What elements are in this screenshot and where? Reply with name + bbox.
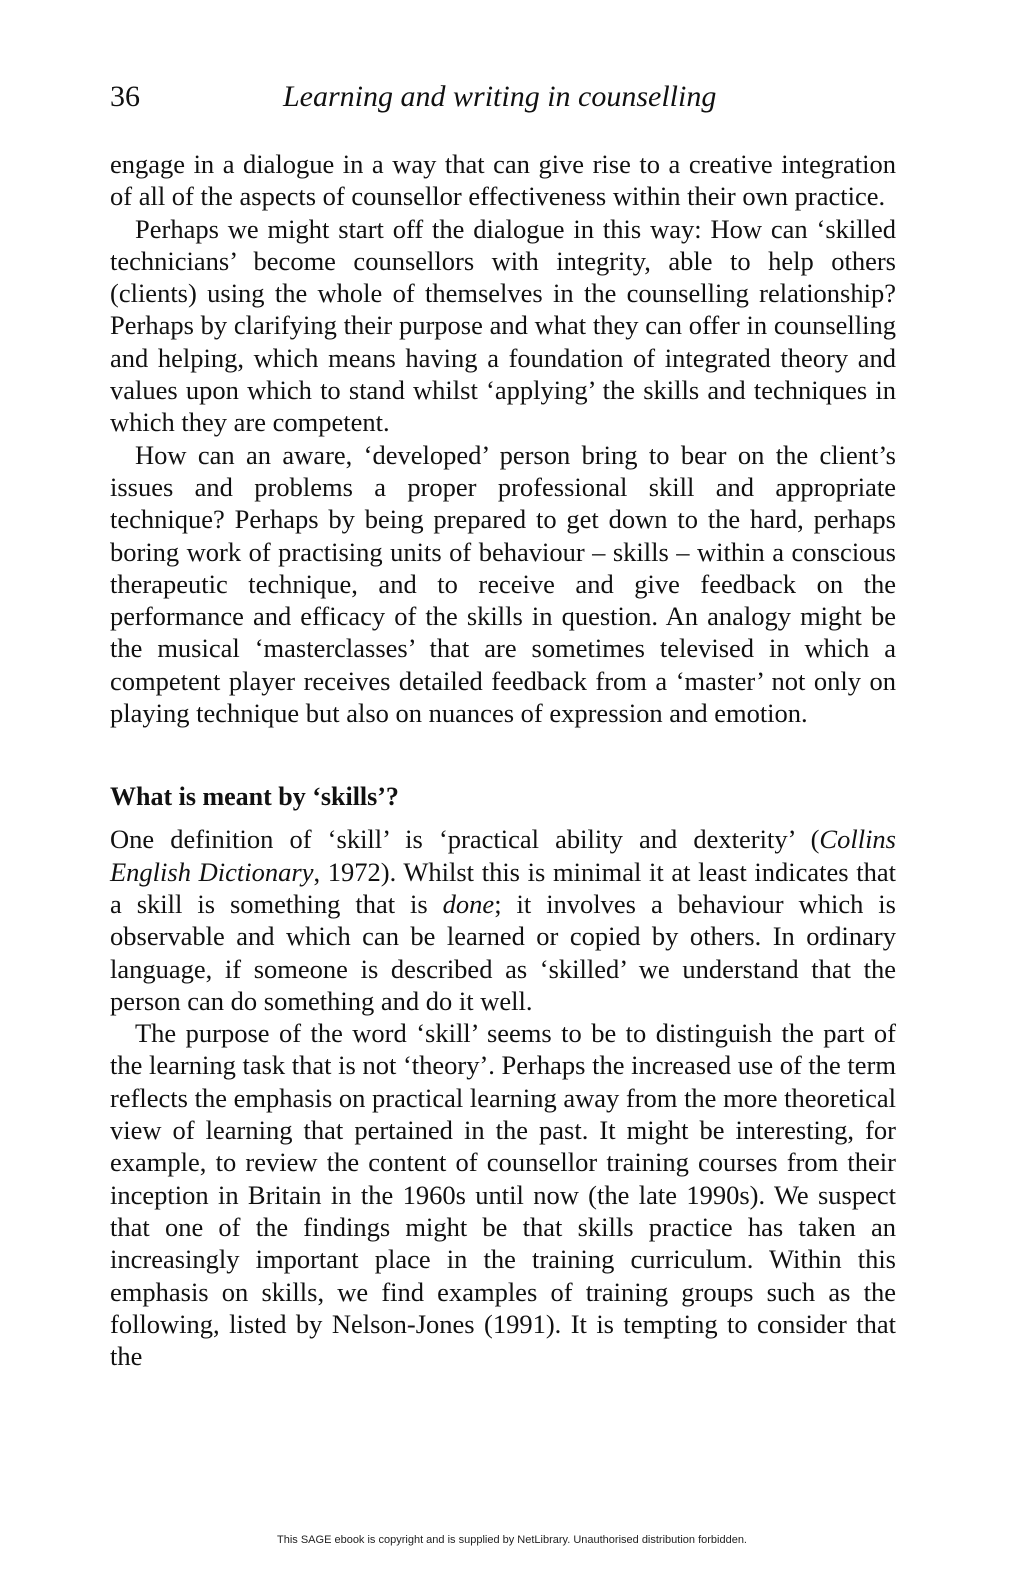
definition-text-3: ; it involves a behaviour which is observable and which can be learned or copied by others. In ordinary language, if someone is described as ‘skilled’ we understand that the person can do something and do it well.: [110, 888, 896, 1016]
section-heading: What is meant by ‘skills’?: [110, 782, 399, 812]
definition-text-2: , 1972). Whilst this is minimal it at least indicates that a skill is something that is: [110, 856, 896, 919]
copyright-notice: This SAGE ebook is copyright and is supplied by NetLibrary. Unauthorised distribution forbidden.: [277, 1534, 747, 1546]
paragraph-skill-definition: [110, 823, 896, 1017]
definition-text-1: One definition of ‘skill’ is ‘practical ability and dexterity’ (: [110, 824, 820, 855]
running-head: [110, 80, 896, 120]
emphasis-done: done: [442, 888, 495, 919]
paragraph-developed-person: How can an aware, ‘developed’ person bring to bear on the client’s issues and problems a proper professional skill and appropriate technique? Perhaps by being prepared to get down to the hard, perhaps boring work of practising units of behaviour – skills – within a conscious therapeutic technique, and to receive and give feedback on the performance and efficacy of the skills in question. An analogy might be the musical ‘masterclasses’ that are sometimes televised in which a competent player receives detailed feedback from a ‘master’ not only on playing technique but also on nuances of expression and emotion.: [110, 439, 896, 729]
body-text: [110, 148, 896, 1372]
paragraph-skill-purpose: The purpose of the word ‘skill’ seems to be to distinguish the part of the learning task that is not ‘theory’. Perhaps the increased use of the term reflects the emphasis on practical learning away from the more theoretical view of learning that pertained in the past. It might be interesting, for example, to review the content of counsellor training courses from their inception in Britain in the 1960s until now (the late 1990s). We suspect that one of the findings might be that skills practice has taken an increasingly important place in the training curriculum. Within this emphasis on skills, we find examples of training groups such as the following, listed by Nelson-Jones (1991). It is tempting to consider that the: [110, 1018, 896, 1372]
dictionary-citation: Collins English Dictionary: [110, 824, 896, 887]
page-number: 36: [110, 80, 140, 113]
book-title: Learning and writing in counselling: [283, 80, 717, 113]
book-page: [110, 80, 896, 1372]
paragraph-dialogue: Perhaps we might start off the dialogue in this way: How can ‘skilled technicians’ become counsellors with integrity, able to help others (clients) using the whole of themselves in the counselling relationship? Perhaps by clarifying their purpose and what they can offer in counselling and helping, which means having a foundation of integrated theory and values upon which to stand whilst ‘applying’ the skills and techniques in which they are competent.: [110, 213, 896, 438]
paragraph-continuation: engage in a dialogue in a way that can give rise to a creative integration of all of the aspects of counsellor effectiveness within their own practice.: [110, 149, 896, 212]
